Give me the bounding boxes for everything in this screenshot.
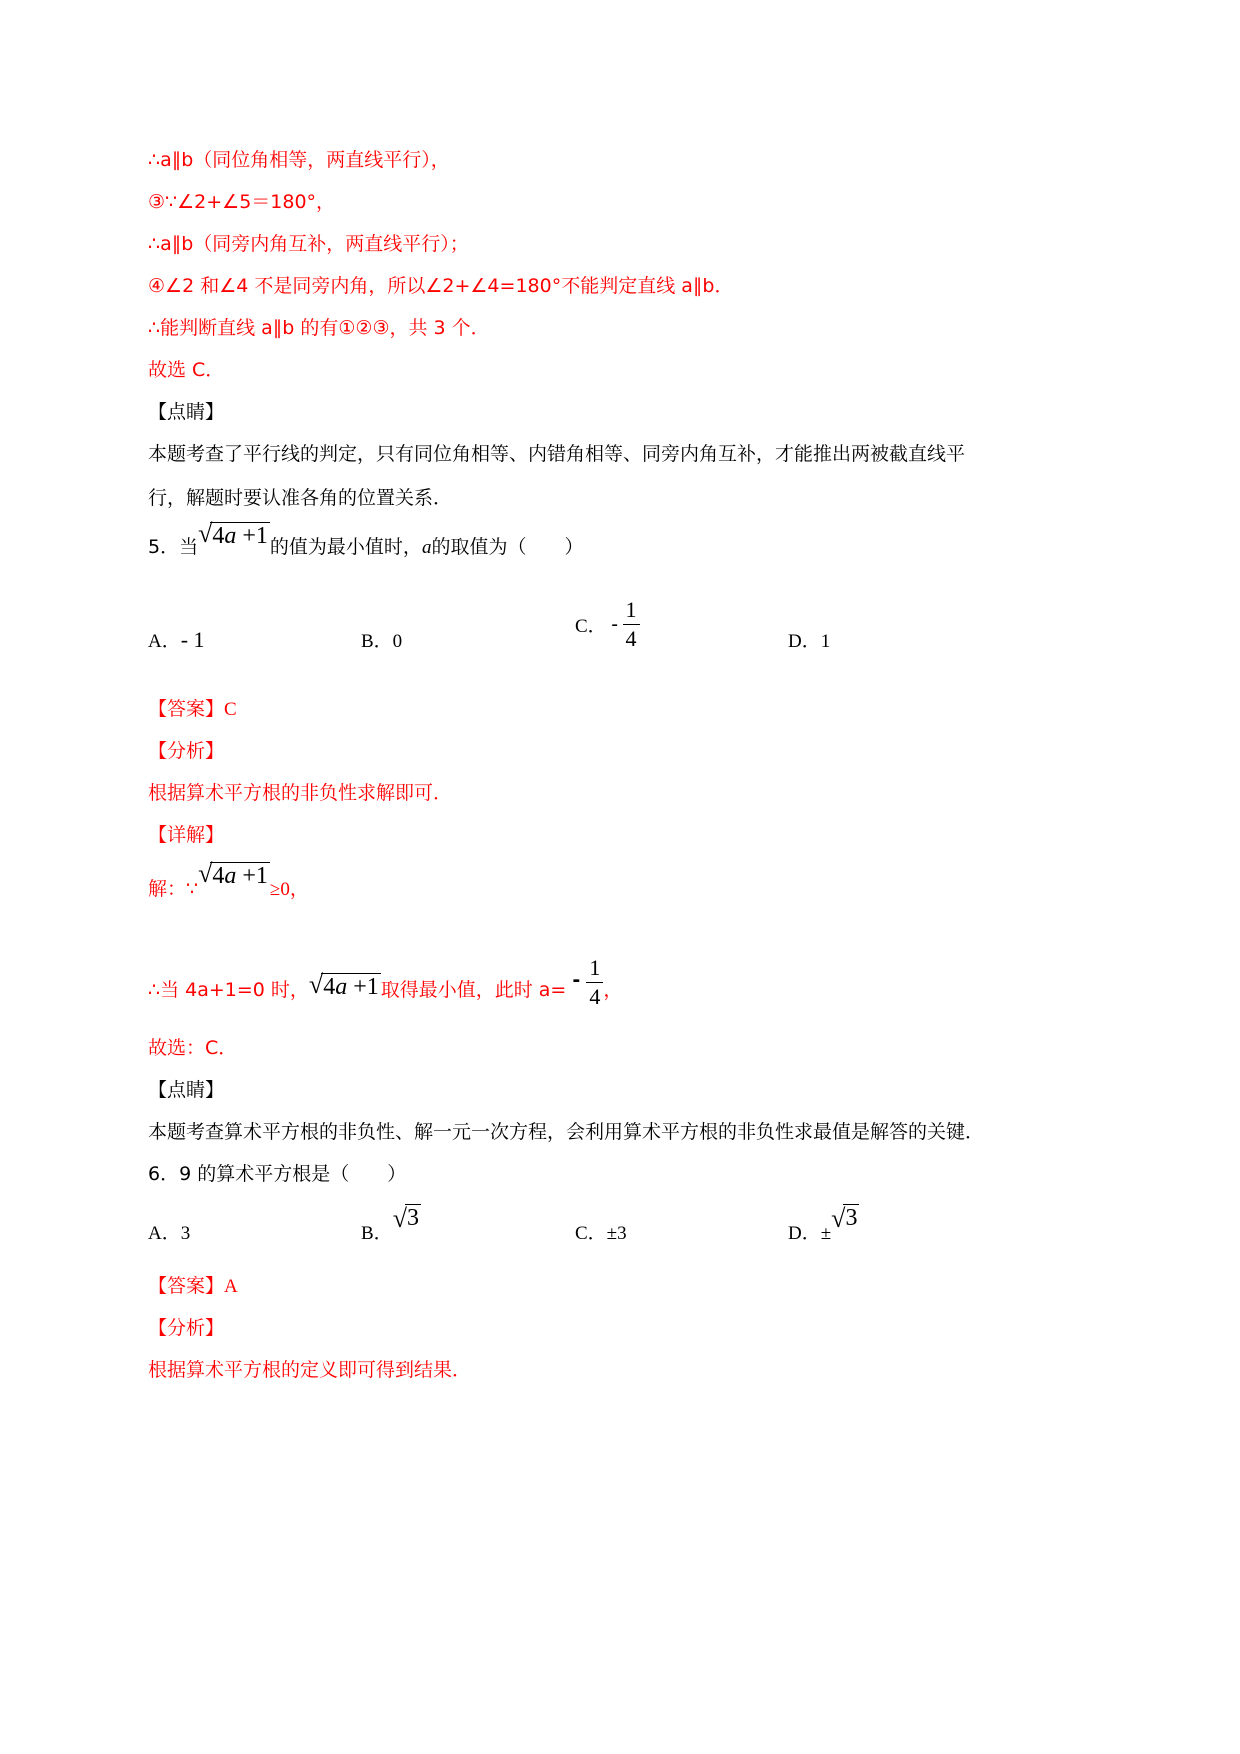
q5-option-a: A．- 1 bbox=[148, 627, 205, 652]
q6-option-b: B．√3 bbox=[361, 1204, 419, 1244]
answer-line-q6: 【答案】A bbox=[148, 1275, 238, 1297]
q5-option-d: D．1 bbox=[788, 631, 831, 652]
q5-option-c: C． - $\frac{1}{4}$ bbox=[575, 596, 640, 653]
fraction-one-quarter: $\frac{1}{4}$ bbox=[586, 954, 603, 1011]
analysis-heading: 【分析】 bbox=[148, 740, 225, 762]
question-6-stem: 6．9 的算术平方根是（ ） bbox=[148, 1163, 407, 1185]
sqrt-expression: √4a +1 bbox=[198, 519, 268, 549]
fraction-one-quarter: $\frac{1}{4}$ bbox=[623, 596, 640, 653]
analysis-text-q6: 根据算术平方根的定义即可得到结果． bbox=[148, 1359, 472, 1381]
comment-heading: 【点睛】 bbox=[148, 401, 225, 423]
question-5-stem: 5．当√4a +1 的值为最小值时，a的取值为（ ） bbox=[148, 519, 584, 558]
q5-option-b: B．0 bbox=[361, 631, 403, 652]
comment-line-1: 本题考查了平行线的判定，只有同位角相等、内错角相等、同旁内角互补，才能推出两被截直线平 bbox=[148, 443, 966, 465]
q6-option-c: C．±3 bbox=[575, 1223, 627, 1244]
comment-heading-q5: 【点睛】 bbox=[148, 1079, 225, 1101]
choose-line: 故选 C． bbox=[148, 359, 225, 381]
solution-line-2: ③∵∠2+∠5＝180°， bbox=[148, 191, 336, 213]
solution-line-4: ④∠2 和∠4 不是同旁内角，所以∠2+∠4=180°不能判定直线 a∥b． bbox=[148, 275, 734, 297]
solution-line-5: ∴能判断直线 a∥b 的有①②③，共 3 个． bbox=[148, 317, 490, 339]
detail-line-2: ∴当 4a+1=0 时，√4a +1 取得最小值，此时 a= - $\frac{1}{4}$ ， bbox=[148, 955, 623, 1009]
question-5-prefix: 5．当 bbox=[148, 536, 199, 558]
analysis-heading-q6: 【分析】 bbox=[148, 1317, 225, 1339]
solution-line-1: ∴a∥b（同位角相等，两直线平行）， bbox=[148, 149, 450, 171]
sqrt-three: √3 bbox=[831, 1204, 858, 1233]
answer-line: 【答案】C bbox=[148, 698, 237, 720]
analysis-text: 根据算术平方根的非负性求解即可． bbox=[148, 782, 453, 804]
sqrt-three: √3 bbox=[392, 1204, 419, 1233]
q6-option-a: A．3 bbox=[148, 1223, 191, 1244]
solution-line-3: ∴a∥b（同旁内角互补，两直线平行）； bbox=[148, 233, 469, 255]
sqrt-expression: √4a +1 bbox=[308, 970, 379, 1000]
choose-line-q5: 故选：C． bbox=[148, 1037, 238, 1059]
q6-option-d: D．±√3 bbox=[788, 1204, 858, 1244]
comment-line-2: 行，解题时要认准各角的位置关系． bbox=[148, 487, 453, 509]
sqrt-expression: √4a +1 bbox=[198, 859, 268, 889]
comment-text-q5: 本题考查算术平方根的非负性、解一元一次方程，会利用算术平方根的非负性求最值是解答的关键． bbox=[148, 1121, 985, 1143]
detail-line-1: 解：∵√4a +1≥0， bbox=[148, 859, 309, 900]
detail-heading: 【详解】 bbox=[148, 824, 225, 846]
